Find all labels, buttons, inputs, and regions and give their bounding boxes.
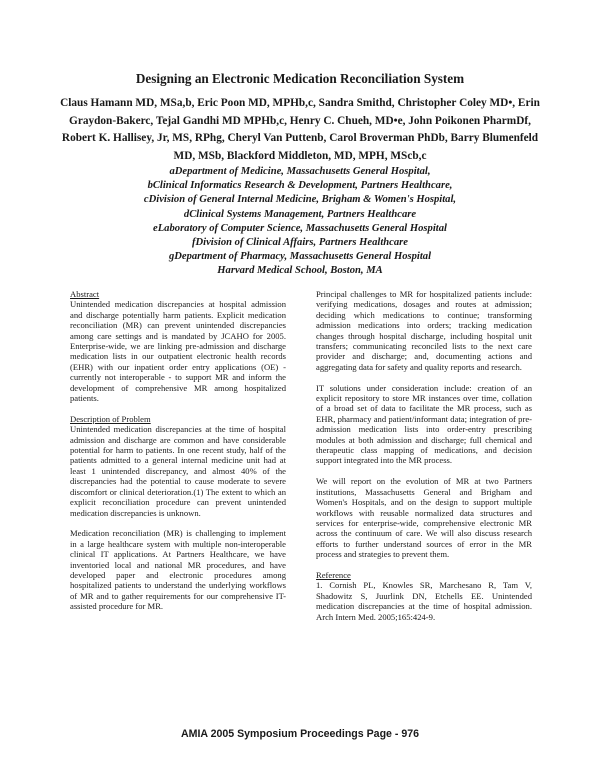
affiliation-b: bClinical Informatics Research & Development, Partners Healthcare, — [147, 180, 453, 192]
paper-title: Designing an Electronic Medication Reconciliation System — [135, 71, 465, 86]
affiliations — [60, 165, 540, 279]
affiliation-g: gDepartment of Pharmacy, Massachusetts General Hospital — [168, 251, 432, 263]
right-paragraph-1: Principal challenges to MR for hospitalized patients include: verifying medications, dosages and routes at admission; deciding which medications to continue; transforming admission medications into orders; tracking medication changes through hospital discharge, including hospital unit transfers; communicating reconciled lists to the next care provider and discharge; and, documenting actions and aggregating data for safety and quality reports and research. — [316, 289, 532, 372]
right-column — [316, 289, 532, 632]
reference-body: 1. Cornish PL, Knowles SR, Marchesano R, Tam V, Shadowitz S, Juurlink DN, Etchells EE. Unintended medication discrepancies at the time of hospital admission. Arch Intern Med. 2005;165:424-9. — [316, 580, 532, 622]
affiliation-c: cDivision of General Internal Medicine, Brigham & Women's Hospital, — [143, 194, 457, 206]
abstract-body: Unintended medication discrepancies at hospital admission and discharge potentially harm patients. Explicit medication reconciliation (MR) can prevent unintended discrepancies among care settings and is mandated by JCAHO for 2005. Enterprise-wide, we are linking pre-admission and discharge medication lists in our outpatient electronic health records (EHR) with our inpatient order entry applications (OE) - currently not interoperable - to support MR and inform the development of comprehensive MR among hospitalized patients. — [70, 299, 286, 404]
reference-heading: Reference — [316, 569, 351, 580]
right-paragraph-2: IT solutions under consideration include: creation of an explicit repository to store MR instances over time, collation of a broad set of data to facilitate the MR process, such as EHR, pharmacy and patient/informant data; integration of pre-admission medication lists into order-entry prescribing modules at both admission and discharge; full chemical and therapeutic class mapping of medications, and decision support integrated into the MR process. — [316, 382, 532, 466]
right-paragraph-3: We will report on the evolution of MR at two Partners institutions, Massachusetts General and Brigham and Women's Hospitals, and on the design to support multiple workflows with reusable normalized data structures and services for enterprise-wide, comprehensive electronic MR across the continuum of care. We will also discuss research efforts to further understand sources of error in the MR process and strategies to prevent them. — [316, 476, 532, 560]
page-footer: AMIA 2005 Symposium Proceedings Page - 976 — [180, 728, 420, 740]
affiliation-institution: Harvard Medical School, Boston, MA — [217, 265, 383, 277]
affiliation-e: eLaboratory of Computer Science, Massachusetts General Hospital — [153, 222, 447, 234]
abstract-heading: Abstract — [70, 289, 100, 299]
left-column — [70, 289, 286, 622]
left-paragraph-3: Medication reconciliation (MR) is challenging to implement in a large healthcare system with multiple non-interoperable clinical IT applications. At Partners Healthcare, we have inventoried local and national MR procedures, and have developed paper and electronic procedures among hospitalized patients to understand the underlying workflows of MR and to gather requirements for our comprehensive IT-assisted procedure for MR. — [70, 528, 286, 612]
affiliation-a: aDepartment of Medicine, Massachusetts General Hospital, — [169, 166, 431, 177]
affiliation-d: dClinical Systems Management, Partners Healthcare — [183, 208, 417, 220]
author-list: Claus Hamann MD, MSa,b, Eric Poon MD, MPHb,c, Sandra Smithd, Christopher Coley MD•, Erin Graydon-Bakerc, Tejal Gandhi MD MPHb,c, Henry C. Chueh, MD•e, John Poikonen PharmDf, Robert K. Hallisey, Jr, MS, RPhg, Cheryl Van Puttenb, Carol Broverman PhDb, Barry Blumenfeld MD, MSb, Blackford Middleton, MD, MPH, MScb,c — [60, 97, 540, 163]
affiliation-f: fDivision of Clinical Affairs, Partners Healthcare — [191, 237, 408, 249]
problem-heading: Description of Problem — [70, 413, 151, 424]
problem-body: Unintended medication discrepancies at the time of hospital admission and discharge are common and have considerable potential for harm to patients. In one recent study, half of the patients admitted to a general internal medicine unit had at least 1 unintended discrepancy, and almost 40% of the discrepancies had the potential to cause moderate to severe discomfort or clinical deterioration.(1) The extent to which an explicit reconciliation procedure can prevent unintended medication discrepancies is unknown. — [70, 424, 286, 518]
